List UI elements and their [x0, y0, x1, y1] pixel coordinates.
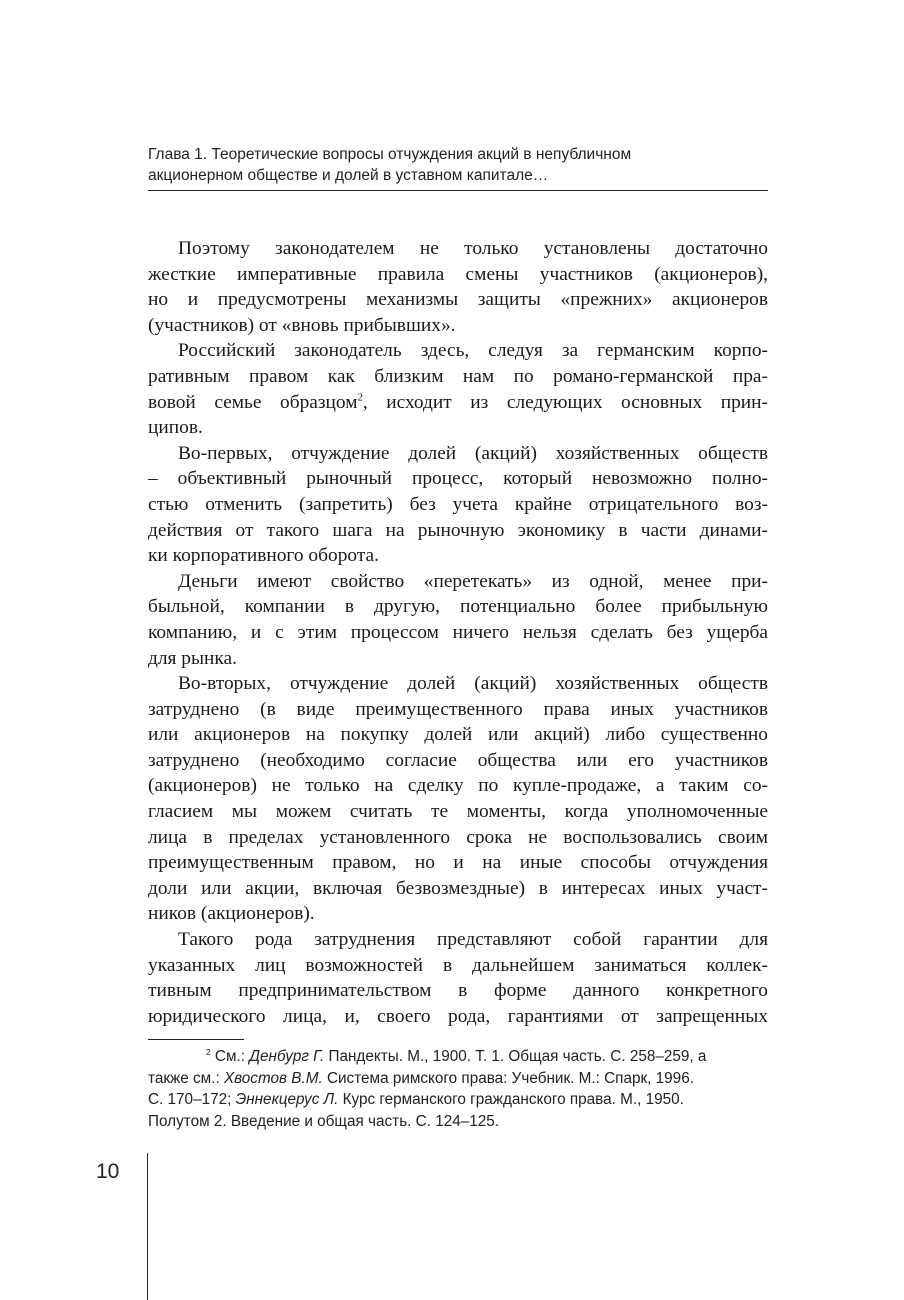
paragraph-line: – объективный рыночный процесс, который невозможно полно-: [148, 468, 768, 490]
header-rule: [148, 190, 768, 191]
paragraph-line: [148, 390, 768, 416]
paragraph-line: гласием мы можем считать те моменты, когда уполномоченные: [148, 801, 768, 823]
paragraph-line: лица в пределах установленного срока не воспользовались своим: [148, 826, 768, 848]
paragraph-line: жесткие императивные правила смены участников (акционеров),: [148, 263, 768, 285]
footnote-text: С. 170–172;: [148, 1091, 236, 1108]
running-head: [148, 144, 768, 186]
paragraph-line: доли или акции, включая безвозмездные) в интересах иных участ-: [148, 877, 768, 899]
footnote-text: также см.:: [148, 1069, 224, 1087]
page-number: 10: [96, 1160, 120, 1183]
paragraph-line: для рынка.: [148, 647, 237, 669]
footnote-text: Курс германского гражданского права. М., 1950.: [338, 1091, 684, 1108]
paragraph-line: Российский законодатель здесь, следуя за германским корпо-: [178, 340, 768, 362]
footnote-line: Полутом 2. Введение и общая часть. С. 124–125.: [148, 1112, 500, 1130]
paragraph-line: (акционеров) не только на сделку по купле-продаже, а таким со-: [148, 775, 768, 797]
paragraph-line: или акционеров на покупку долей или акций) либо существенно: [148, 724, 768, 746]
running-head-line-1: Глава 1. Теоретические вопросы отчуждения акций в непубличном: [148, 146, 632, 163]
footnote-text: Пандекты. М., 1900. Т. 1. Общая часть. С. 258–259, а: [324, 1048, 707, 1065]
footnote-rule: [148, 1039, 244, 1040]
footnote-author: Эннекцерус Л.: [235, 1091, 339, 1108]
margin-rule: [147, 1153, 148, 1300]
paragraph-line: Во-первых, отчуждение долей (акций) хозяйственных обществ: [178, 442, 768, 464]
paragraph-line: компанию, и с этим процессом ничего нельзя сделать без ущерба: [148, 621, 768, 643]
footnote-author: Денбург Г.: [249, 1048, 325, 1065]
footnote-reference[interactable]: 2: [357, 391, 363, 404]
paragraph-line: действия от такого шага на рыночную экономику в части динами-: [148, 519, 768, 541]
paragraph-line: преимущественным правом, но и на иные способы отчуждения: [148, 852, 768, 874]
footnote-marker: 2: [206, 1046, 211, 1057]
paragraph-line: ративным правом как близким нам по романо-германской пра-: [148, 365, 768, 387]
footnote-line: [148, 1068, 768, 1090]
paragraph-line: ципов.: [148, 417, 203, 439]
paragraph-line: стью отменить (запретить) без учета крайне отрицательного воз-: [148, 493, 768, 515]
paragraph-line: (участников) от «вновь прибывших».: [148, 314, 456, 336]
footnote-text: Система римского права: Учебник. М.: Спарк, 1996.: [322, 1069, 694, 1087]
paragraph-line: ки корпоративного оборота.: [148, 545, 379, 567]
paragraph-line: быльной, компании в другую, потенциально более прибыльную: [148, 596, 768, 618]
paragraph-line: Деньги имеют свойство «перетекать» из одной, менее при-: [178, 570, 768, 592]
paragraph-line: тивным предпринимательством в форме данного конкретного: [148, 980, 768, 1002]
footnote-line: [148, 1089, 768, 1111]
paragraph-line: юридического лица, и, своего рода, гарантиями от запрещенных: [148, 1005, 768, 1027]
paragraph-text: , исходит из следующих основных прин-: [362, 391, 768, 413]
body-text: [148, 236, 768, 1029]
paragraph-text: вовой семье образцом: [148, 391, 358, 413]
footnote: [148, 1046, 768, 1132]
paragraph-line: Поэтому законодателем не только установлены достаточно: [178, 238, 768, 259]
paragraph-line: ников (акционеров).: [148, 903, 315, 925]
footnote-author: Хвостов В.М.: [223, 1069, 323, 1087]
footnote-text: См.:: [210, 1048, 250, 1065]
paragraph-line: затруднено (необходимо согласие общества или его участников: [148, 749, 768, 771]
paragraph-line: затруднено (в виде преимущественного права иных участников: [148, 698, 768, 720]
footnote-line: [148, 1046, 768, 1068]
paragraph-line: указанных лиц возможностей в дальнейшем заниматься коллек-: [148, 954, 768, 976]
paragraph-line: Такого рода затруднения представляют собой гарантии для: [178, 929, 768, 951]
paragraph-line: Во-вторых, отчуждение долей (акций) хозяйственных обществ: [178, 673, 768, 695]
paragraph-line: но и предусмотрены механизмы защиты «прежних» акционеров: [148, 289, 768, 311]
running-head-line-2: акционерном обществе и долей в уставном капитале…: [148, 167, 549, 184]
